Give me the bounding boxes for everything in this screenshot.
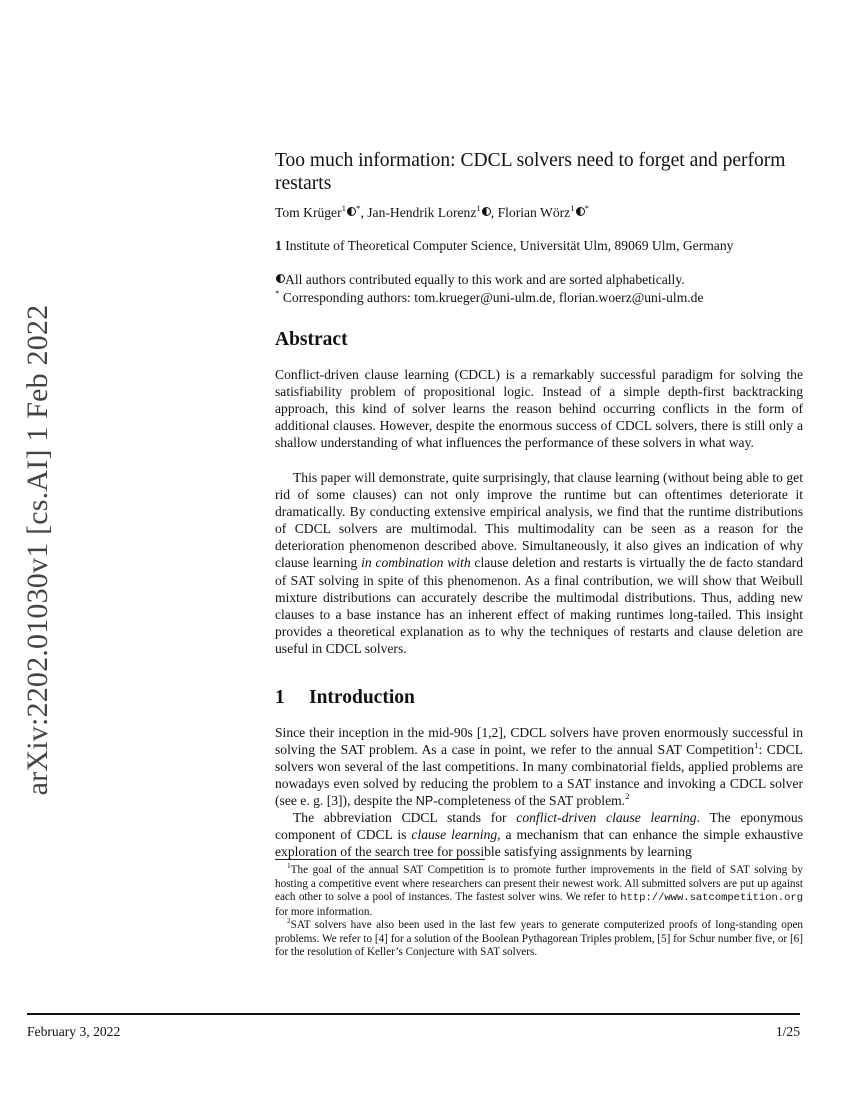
equal-contribution-icon — [482, 207, 491, 216]
affiliation: 1 Institute of Theoretical Computer Science, Universität Ulm, 89069 Ulm, Germany — [275, 238, 734, 253]
introduction-heading: 1 Introduction — [275, 687, 415, 708]
paper-title: Too much information: CDCL solvers need to forget and perform restarts — [275, 150, 786, 194]
equal-contribution-icon — [576, 207, 585, 216]
footnote-2: $^2$SAT solvers have also been used in the last few years to generate computerized proofs of long-standing open problems. We refer to [4] for a solution of the Boolean Pythagorean Triples problem, [5] for Schur number five, or [6] for the resolution of Keller’s Conjecture with SAT solvers. — [275, 916, 803, 959]
author-name: Jan-Hendrik Lorenz — [367, 205, 477, 220]
abstract-paragraph-2: This paper will demonstrate, quite surprisingly, that clause learning (without being able to get rid of some clauses) can not only improve the runtime but can oftentimes deteriorate it dramatically. By conducting extensive empirical analysis, we find that the runtime distributions of CDCL solvers are multimodal. This multimodality can be seen as a reason for the deterioration phenomenon described above. Simultaneously, it also gives an indication of why clause learning in combination with clause deletion and restarts is virtually the de facto standard of SAT solving in spite of this phenomenon. As a final contribution, we will show that Weibull mixture distributions can accurately describe the multimodal distributions. Thus, adding new clauses to a base instance has an inherent effect of making runtimes long-tailed. This insight provides a theoretical explanation as to why the techniques of restarts and clause deletion are useful in CDCL solvers. — [275, 470, 803, 656]
footer-date: February 3, 2022 — [27, 1024, 121, 1039]
introduction-paragraph-2: The abbreviation CDCL stands for conflict-driven clause learning. The eponymous component of CDCL is clause learning, a mechanism that can enhance the simple exhaustive exploration of the search tree for possible satisfying assignments by learning — [275, 810, 803, 860]
page-number: 1/25 — [775, 1024, 800, 1039]
satcompetition-link[interactable]: http://www.satcompetition.org — [620, 892, 803, 905]
footnote-1: $^1$The goal of the annual SAT Competition is to promote further improvements in the field of SAT solving by hosting a competitive event where researchers can present their newest work. All submitted solvers are put up against each other to solve a pool of instances. The fastest solver wins. We refer to http://www.satcompetition.org for more information. — [275, 861, 803, 918]
author-name: Tom Krüger — [275, 205, 342, 220]
corresponding-authors-note: * Corresponding authors: tom.krueger@uni-ulm.de, florian.woerz@uni-ulm.de — [275, 287, 704, 305]
footer-rule — [27, 1013, 800, 1015]
equal-contribution-icon — [276, 274, 285, 283]
arxiv-sidebar-stamp: arXiv:2202.01030v1 [cs.AI] 1 Feb 2022 — [21, 304, 54, 796]
equal-contribution-icon — [347, 207, 356, 216]
abstract-paragraph-1: Conflict-driven clause learning (CDCL) is a remarkably successful paradigm for solving the satisfiability problem of propositional logic. Instead of a simple depth-first backtracking approach, this kind of solver learns the reason behind occurring conflicts in the form of additional clauses. However, despite the enormous success of CDCL solvers, there is still only a shallow understanding of what influences the performance of these solvers in what way. — [275, 367, 803, 451]
equal-contribution-note: All authors contributed equally to this work and are sorted alphabetically. — [275, 272, 685, 288]
abstract-heading: Abstract — [275, 329, 348, 350]
author-name: Florian Wörz — [497, 205, 571, 220]
introduction-paragraph-1: Since their inception in the mid-90s [1,2], CDCL solvers have proven enormously successful in solving the SAT problem. As a case in point, we refer to the annual SAT Competition$^1$: CDCL solvers won several of the last competitions. In many combinatorial fields, applied problems are nowadays even solved by reducing the problem to a SAT instance and invoking a CDCL solver (see e. g. [3]), despite the NP-completeness of the SAT problem.$^2$ — [275, 725, 804, 809]
author-list: Tom Krüger$^1$ *, Jan-Hendrik Lorenz$^1$ , Florian Wörz$^1$ * — [275, 202, 590, 220]
footnote-divider — [275, 859, 485, 860]
